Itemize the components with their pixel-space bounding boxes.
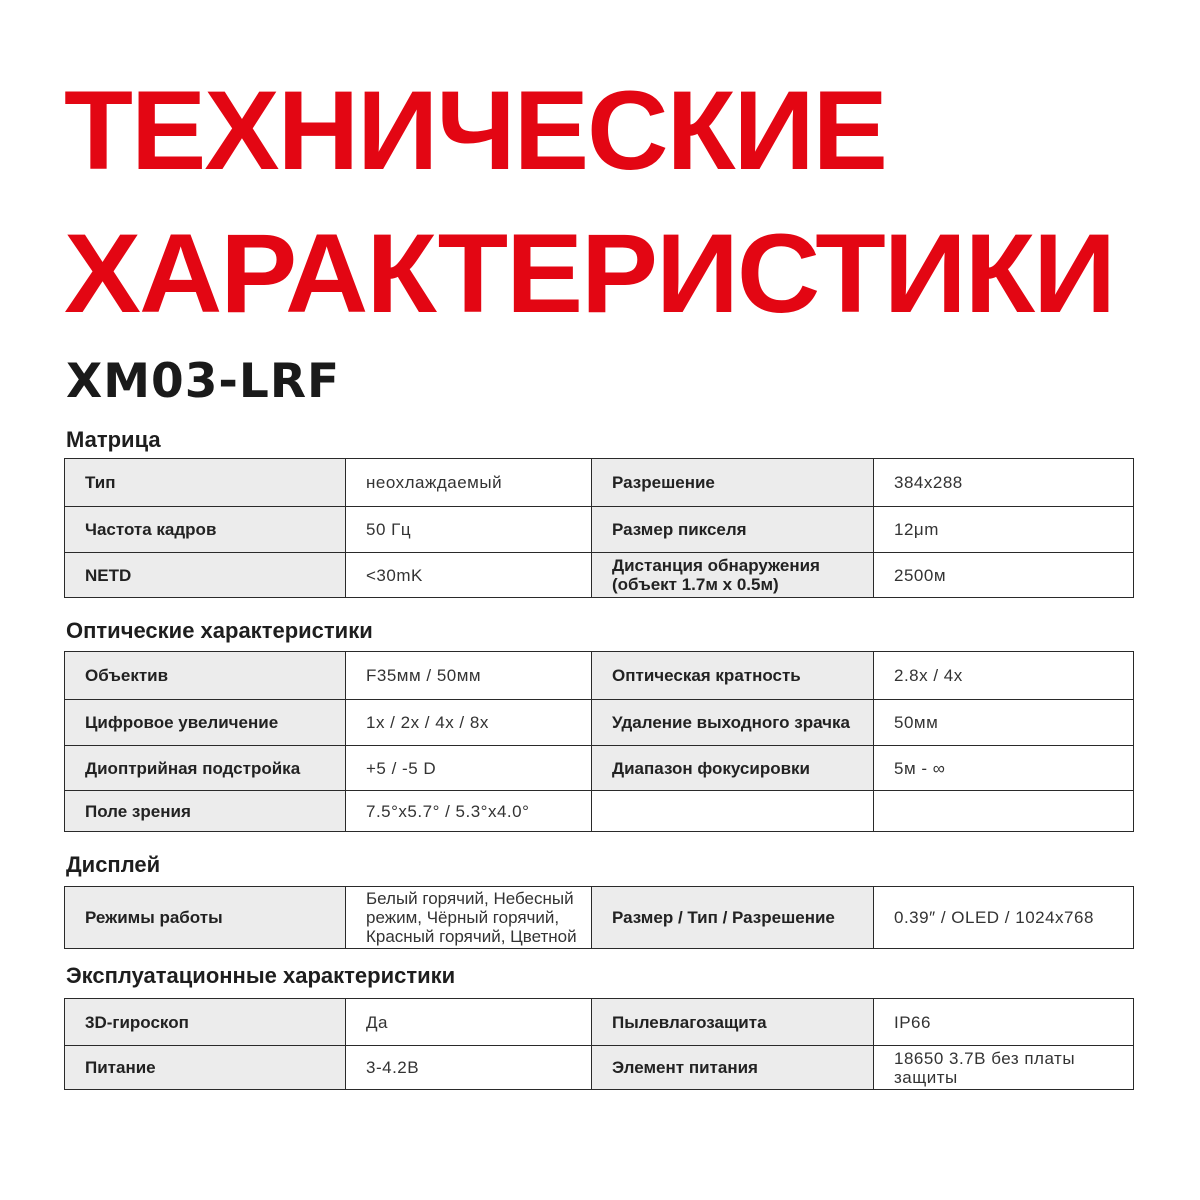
spec-label: Дистанция обнаружения (объект 1.7м x 0.5м) xyxy=(592,553,874,598)
model-name: XM03-LRF xyxy=(66,354,341,409)
spec-label: Размер пикселя xyxy=(592,507,874,553)
spec-label: Удаление выходного зрачка xyxy=(592,700,874,746)
spec-value: неохлаждаемый xyxy=(346,459,592,507)
page-title-line-1: ТЕХНИЧЕСКИЕ xyxy=(64,68,886,193)
table-row xyxy=(65,1046,1134,1090)
table-row xyxy=(65,553,1134,598)
spec-value: +5 / -5 D xyxy=(346,746,592,791)
spec-label: Разрешение xyxy=(592,459,874,507)
table-row xyxy=(65,999,1134,1046)
spec-value: 18650 3.7В без платы защиты xyxy=(874,1046,1134,1090)
spec-empty-cell xyxy=(874,791,1134,832)
spec-value: 2500м xyxy=(874,553,1134,598)
spec-table-display xyxy=(64,886,1134,949)
spec-value: 12μm xyxy=(874,507,1134,553)
spec-value: 7.5°x5.7° / 5.3°x4.0° xyxy=(346,791,592,832)
spec-empty-cell xyxy=(592,791,874,832)
table-row xyxy=(65,459,1134,507)
spec-label: Цифровое увеличение xyxy=(65,700,346,746)
spec-label: Поле зрения xyxy=(65,791,346,832)
page-title-line-2: ХАРАКТЕРИСТИКИ xyxy=(64,211,1114,336)
spec-value: 3-4.2В xyxy=(346,1046,592,1090)
section-heading-operation: Эксплуатационные характеристики xyxy=(66,963,456,988)
spec-value: 5м - ∞ xyxy=(874,746,1134,791)
spec-label: 3D-гироскоп xyxy=(65,999,346,1046)
table-row xyxy=(65,507,1134,553)
spec-label: Питание xyxy=(65,1046,346,1090)
spec-value: F35мм / 50мм xyxy=(346,652,592,700)
spec-label: Тип xyxy=(65,459,346,507)
section-heading-optics: Оптические характеристики xyxy=(66,618,373,643)
spec-table-matrix xyxy=(64,458,1134,598)
table-row xyxy=(65,700,1134,746)
spec-label: Диапазон фокусировки xyxy=(592,746,874,791)
spec-label: Режимы работы xyxy=(65,887,346,949)
spec-table-operation xyxy=(64,998,1134,1090)
spec-value: 2.8x / 4x xyxy=(874,652,1134,700)
table-row xyxy=(65,791,1134,832)
section-heading-matrix: Матрица xyxy=(66,427,161,452)
spec-label: Оптическая кратность xyxy=(592,652,874,700)
spec-value: 50 Гц xyxy=(346,507,592,553)
spec-label: Пылевлагозащита xyxy=(592,999,874,1046)
table-row xyxy=(65,887,1134,949)
spec-value: IP66 xyxy=(874,999,1134,1046)
spec-label: Частота кадров xyxy=(65,507,346,553)
spec-value: Белый горячий, Небесный режим, Чёрный горячий, Красный горячий, Цветной xyxy=(346,887,592,949)
spec-value: 1x / 2x / 4x / 8x xyxy=(346,700,592,746)
spec-label: Элемент питания xyxy=(592,1046,874,1090)
spec-label: Диоптрийная подстройка xyxy=(65,746,346,791)
spec-label: Объектив xyxy=(65,652,346,700)
spec-value: 0.39″ / OLED / 1024x768 xyxy=(874,887,1134,949)
spec-value: <30mK xyxy=(346,553,592,598)
section-heading-display: Дисплей xyxy=(66,852,161,877)
spec-table-optics xyxy=(64,651,1134,832)
spec-value: 384x288 xyxy=(874,459,1134,507)
spec-value: Да xyxy=(346,999,592,1046)
spec-value: 50мм xyxy=(874,700,1134,746)
table-row xyxy=(65,652,1134,700)
spec-label: Размер / Тип / Разрешение xyxy=(592,887,874,949)
spec-label: NETD xyxy=(65,553,346,598)
table-row xyxy=(65,746,1134,791)
